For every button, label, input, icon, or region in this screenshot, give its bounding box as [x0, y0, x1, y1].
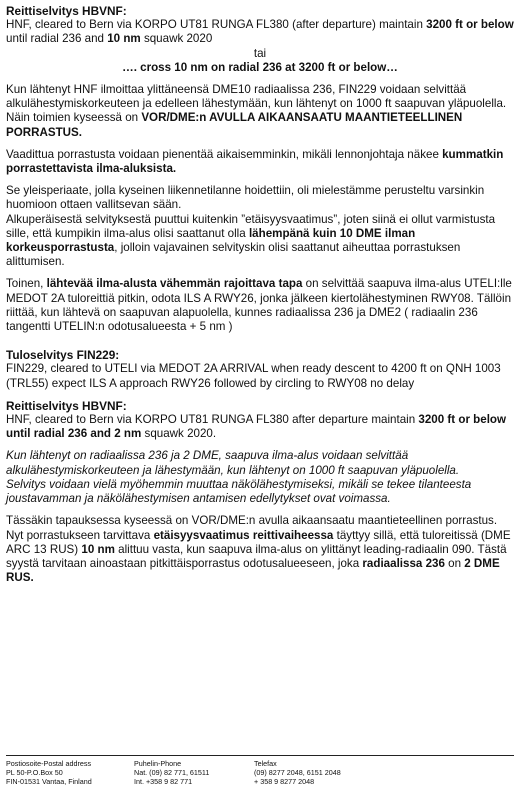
inline-text: Toinen, [6, 277, 47, 291]
emphasis-text: radiaalissa 236 [362, 556, 445, 570]
footer-phone [134, 759, 254, 786]
paragraph-text [6, 514, 514, 585]
footer-line: Nat. (09) 82 771, 61511 [134, 768, 210, 777]
footer-telefax [254, 759, 404, 786]
emphasis-text: VOR/DME:n AVULLA AIKAANSAATU MAANTIETEELLINEN PORRASTUS. [6, 111, 463, 139]
inline-text: Vaadittua porrastusta voidaan pienentää aikaisemminkin, mikäli lennonjohtaja näkee [6, 147, 443, 161]
alternative-clearance: …. cross 10 nm on radial 236 at 3200 ft or below… [122, 60, 398, 74]
footer-line: + 358 9 8277 2048 [254, 777, 315, 786]
inline-text: täyttyy sillä, että tuloreitissä (DME ARC 13 RUS) [6, 528, 511, 556]
route-clearance-1 [6, 4, 514, 75]
page-footer [6, 755, 514, 786]
paragraph-text: Selvitys voidaan vielä myöhemmin muuttaa näkölähestymiseksi, mikäli se tekee tilanteesta joustavamman ja näkölähestymisen antamisen edellytykset ovat voimassa. [6, 477, 472, 506]
arrival-clearance-text: FIN229, cleared to UTELI via MEDOT 2A ARRIVAL when ready descent to 4200 ft on QNH 1003 (TRL55) expect ILS A approach RWY26 followed by circling to RWY08 no delay [6, 362, 501, 390]
emphasis-text: lähtevää ilma-alusta vähemmän rajoittava tapa [46, 277, 303, 291]
paragraph-text [6, 148, 514, 176]
inline-text: , jolloin vajavainen selvityskin olisi saattanut aiheuttaa porrastuksen alittumisen. [6, 241, 461, 269]
emphasis-text: lähempänä kuin 10 DME ilman korkeusporrastusta [6, 226, 416, 255]
arrival-clearance [6, 348, 514, 391]
paragraph-text [6, 277, 514, 334]
inline-text: on [444, 556, 465, 570]
paragraph-geographic-separation [6, 83, 514, 140]
footer-label: Telefax [254, 759, 277, 768]
paragraph-approach-clearance [6, 449, 514, 506]
heading-route-clearance-2: Reittiselvitys HBVNF: [6, 398, 127, 413]
paragraph-alternative-method [6, 277, 514, 334]
footer-line: PL 50-P.O.Box 50 [6, 768, 63, 777]
paragraph-text: Se yleisperiaate, jolla kyseinen liikennetilanne hoidettiin, oli mielestämme perusteltu varsinkin huomioon ottaen vallitsevan sään. [6, 184, 485, 212]
paragraph-assessment [6, 184, 514, 269]
emphasis-text: 3200 ft or below until radial 236 and 2 nm [6, 413, 507, 441]
paragraph-text [6, 213, 514, 270]
or-word: tai [253, 46, 267, 60]
clearance-1-altitude: 3200 ft or below [426, 18, 514, 32]
footer-label: Postiosoite-Postal address [6, 759, 92, 768]
emphasis-text: 10 nm [81, 542, 115, 556]
emphasis-text: kummatkin porrastettavista ilma-aluksista. [6, 147, 504, 176]
inline-text: on selvittää saapuva ilma-alus UTELI:lle MEDOT 2A tuloreittiä pitkin, odota ILS A RWY26, jonka jälkeen kiertolähestyminen RWY08. Tällöin riittää, kun lähtevä on saapuvan alapuolella, kunnes radiaalissa 236 ja DME2 ( radiaalin 236 tangentti UTELIN:n odotusalueesta + 5 nm ) [6, 277, 512, 334]
footer-line: Int. +358 9 82 771 [134, 777, 193, 786]
paragraph-text: Kun lähtenyt on radiaalissa 236 ja 2 DME, saapuva ilma-alus voidaan selvittää alkulähestymiskorkeuteen ja lähestymään, kun lähtenyt on 1000 ft saapuvan yläpuolella. [6, 449, 460, 477]
paragraph-visual-separation [6, 148, 514, 176]
route-clearance-2 [6, 399, 514, 442]
paragraph-text [6, 111, 514, 139]
inline-text: squawk 2020. [141, 427, 217, 441]
document-page [6, 4, 514, 593]
clearance-text-2 [6, 413, 514, 441]
paragraph-conclusion [6, 514, 514, 585]
clearance-1-distance: 10 nm [107, 32, 141, 46]
heading-arrival-clearance: Tuloselvitys FIN229: [6, 348, 120, 363]
footer-line: FIN-01531 Vantaa, Finland [6, 777, 92, 786]
footer-label: Puhelin-Phone [134, 759, 182, 768]
inline-text: alittuu vasta, kun saapuva ilma-alus on ylittänyt leading-radiaalin 090. Tästä syystä tarvitaan ainoastaan pitkittäisporrastus odotusalueeseen, joka [6, 542, 507, 570]
clearance-1-part-a: HNF, cleared to Bern via KORPO UT81 RUNGA FL380 (after departure) maintain [6, 18, 427, 32]
footer-line: (09) 8277 2048, 6151 2048 [254, 768, 341, 777]
heading-route-clearance-1: Reittiselvitys HBVNF: [6, 4, 127, 18]
clearance-1-squawk: squawk 2020 [140, 32, 213, 46]
clearance-1-part-c: until radial 236 and [6, 32, 108, 46]
inline-text: Näin toimien kyseessä on [6, 111, 142, 125]
emphasis-text: 2 DME RUS. [6, 556, 500, 585]
footer-postal-address [6, 759, 134, 786]
emphasis-text: etäisyysvaatimus reittivaiheessa [153, 528, 334, 542]
paragraph-text: Kun lähtenyt HNF ilmoittaa ylittäneensä DME10 radiaalissa 236, FIN229 voidaan selvittää alkulähestymiskorkeuteen ja edelleen lähestymään, kun lähtenyt on 1000 ft saapuvan yläpuolella. [6, 83, 507, 111]
inline-text: Alkuperäisestä selvityksestä puuttui kuitenkin ”etäisyysvaatimus”, joten siinä ei ollut varmistusta sille, että kumpikin ilma-alus olisi saattanut olla [6, 212, 496, 240]
clearance-text-1 [6, 18, 514, 46]
inline-text: HNF, cleared to Bern via KORPO UT81 RUNGA FL380 after departure maintain [6, 413, 419, 427]
inline-text: Tässäkin tapauksessa kyseessä on VOR/DME:n avulla aikaansaatu maantieteellinen porrastus. Nyt porrastukseen tarvittava [6, 514, 498, 542]
